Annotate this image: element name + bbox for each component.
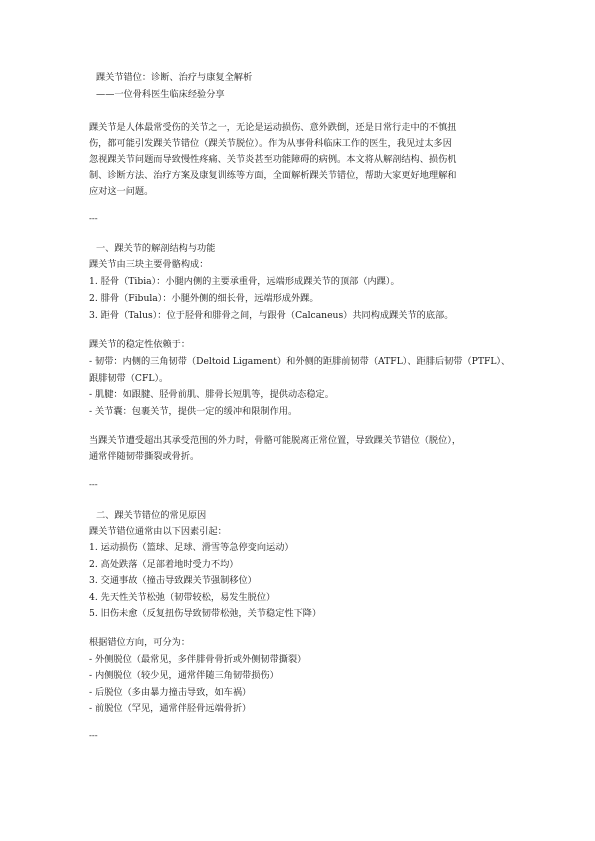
- cause-list-item: 1. 运动损伤（篮球、足球、滑雪等急停变向运动）: [89, 542, 294, 553]
- intro-line: 应对这一问题。: [89, 186, 154, 197]
- intro-line: 踝关节是人体最常受伤的关节之一，无论是运动损伤、意外跌倒，还是日常行走中的不慎扭: [89, 122, 457, 133]
- cause-list-item: 5. 旧伤未愈（反复扭伤导致韧带松弛，关节稳定性下降）: [89, 608, 322, 619]
- bone-list-item: 2. 腓骨（Fibula）：小腿外侧的细长骨，远端形成外踝。: [89, 293, 319, 304]
- section-separator: ---: [89, 480, 98, 489]
- direction-list-item: - 内侧脱位（较少见，通常伴随三角韧带损伤）: [89, 670, 279, 681]
- bone-list-item: 3. 距骨（Talus）：位于胫骨和腓骨之间，与跟骨（Calcaneus）共同构成踝关节的底部。: [89, 310, 454, 321]
- section-separator: ---: [89, 731, 98, 740]
- direction-list-item: - 外侧脱位（最常见，多伴腓骨骨折或外侧韧带撕裂）: [89, 654, 307, 665]
- intro-line: 伤，都可能引发踝关节错位（踝关节脱位）。作为从事骨科临床工作的医生，我见过太多因: [89, 138, 452, 149]
- doc-title: 踝关节错位：诊断、治疗与康复全解析: [96, 72, 253, 83]
- stability-list-item: 跟腓韧带（CFL）。: [89, 373, 169, 384]
- stability-list-item: - 关节囊：包裹关节，提供一定的缓冲和限制作用。: [89, 406, 298, 417]
- section1-conclusion: 通常伴随韧带撕裂或骨折。: [89, 451, 200, 462]
- bone-list-item: 1. 胫骨（Tibia）：小腿内侧的主要承重骨，远端形成踝关节的顶部（内踝）。: [89, 276, 400, 287]
- section1-conclusion: 当踝关节遭受超出其承受范围的外力时，骨骼可能脱离正常位置，导致踝关节错位（脱位），: [89, 435, 462, 446]
- direction-list-item: - 后脱位（多由暴力撞击导致，如车祸）: [89, 687, 252, 698]
- section2-heading: 二、踝关节错位的常见原因: [96, 510, 207, 521]
- direction-intro: 根据错位方向，可分为：: [89, 637, 191, 648]
- intro-line: 制、诊断方法、治疗方案及康复训练等方面，全面解析踝关节错位，帮助大家更好地理解和: [89, 170, 457, 181]
- section1-heading: 一、踝关节的解剖结构与功能: [96, 243, 216, 254]
- stability-list-item: - 肌腱：如跟腱、胫骨前肌、腓骨长短肌等，提供动态稳定。: [89, 389, 334, 400]
- section1-intro: 踝关节由三块主要骨骼构成：: [89, 259, 209, 270]
- section-separator: ---: [89, 214, 98, 223]
- stability-list-item: - 韧带：内侧的三角韧带（Deltoid Ligament）和外侧的距腓前韧带（ATFL）、距腓后韧带（PTFL）、: [89, 356, 511, 367]
- doc-subtitle: ——一位骨科医生临床经验分享: [96, 89, 225, 100]
- cause-list-item: 3. 交通事故（撞击导致踝关节强制移位）: [89, 575, 257, 586]
- cause-list-item: 4. 先天性关节松弛（韧带较松，易发生脱位）: [89, 592, 276, 603]
- cause-list-item: 2. 高处跌落（足部着地时受力不均）: [89, 559, 239, 570]
- section2-intro: 踝关节错位通常由以下因素引起：: [89, 526, 227, 537]
- stability-intro: 踝关节的稳定性依赖于：: [89, 339, 191, 350]
- intro-line: 忽视踝关节问题而导致慢性疼痛、关节炎甚至功能障碍的病例。本文将从解剖结构、损伤机: [89, 154, 457, 165]
- direction-list-item: - 前脱位（罕见，通常伴胫骨远端骨折）: [89, 703, 252, 714]
